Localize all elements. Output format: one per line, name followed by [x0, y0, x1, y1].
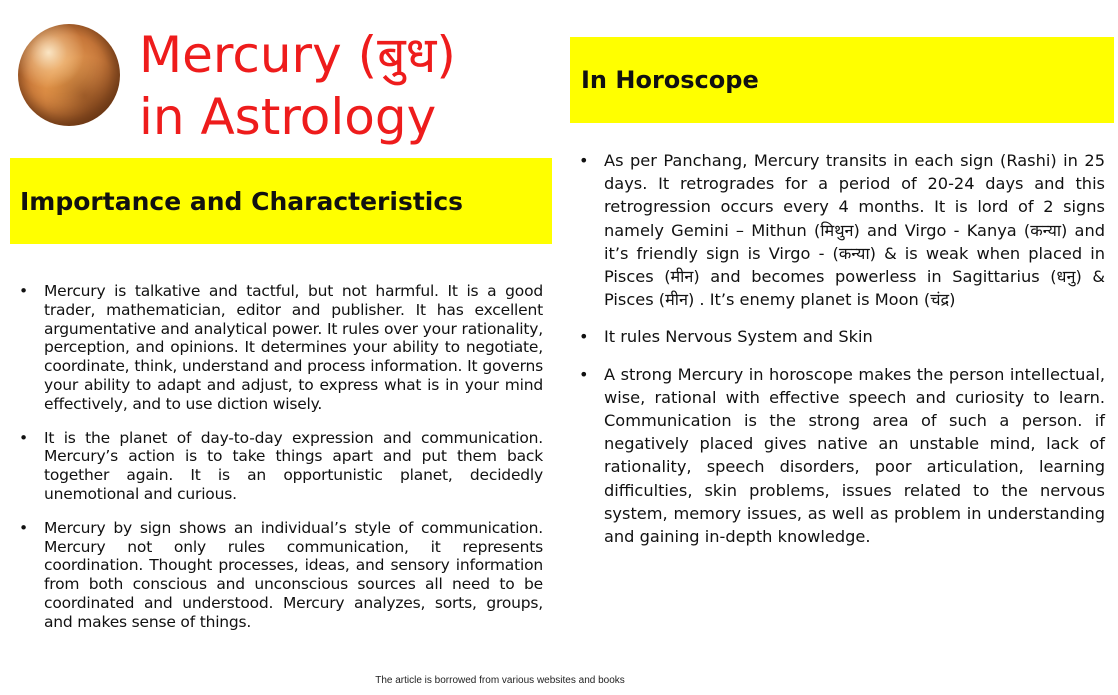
bullet-icon: • [579, 327, 589, 347]
bullet-text: Mercury is talkative and tactful, but not harmful. It is a good trader, mathematician, editor and publisher. It has excellent argumentative and analytical power. It rules over your rationality, perception, and opinions. It determines your ability to negotiate, coordinate, think, understand and process information. It governs your ability to adapt and adjust, to express what is in your mind effectively, and to use diction wisely. [44, 282, 543, 413]
list-item [19, 518, 543, 632]
horoscope-heading: In Horoscope [581, 66, 759, 94]
importance-header-box [10, 158, 552, 244]
bullet-icon: • [579, 151, 589, 170]
importance-heading: Importance and Characteristics [20, 186, 464, 216]
footer-credit: The article is borrowed from various websites and books [375, 675, 625, 686]
bullet-icon: • [19, 518, 28, 537]
bullet-text: It is the planet of day-to-day expression and communication. Mercury’s action is to take things apart and put them back together again. It is an opportunistic planet, decidedly unemotional and curious. [44, 428, 543, 503]
title-line-1: Mercury (बुध) [139, 26, 456, 84]
bullet-icon: • [19, 282, 28, 300]
title-line-2: in Astrology [139, 88, 437, 146]
bullet-icon: • [579, 364, 589, 384]
horoscope-header-box [570, 37, 1114, 123]
list-item [579, 149, 1105, 311]
horoscope-bullet-list [579, 149, 1105, 562]
bullet-text: A strong Mercury in horoscope makes the person intellectual, wise, rational with effective speech and curiosity to learn. Communication is the strong area of such a person. if negatively placed gives native an unstable mind, lack of rationality, speech disorders, poor articulation, learning difficulties, skin problems, issues related to the nervous system, memory issues, as well as problem in understanding and gaining in-depth knowledge. [604, 364, 1105, 547]
bullet-text: Mercury by sign shows an individual’s style of communication. Mercury not only rules communication, it represents coordination. Thought processes, ideas, and sensory information from both conscious and unconscious sources all need to be coordinated and understood. Mercury analyzes, sorts, groups, and makes sense of things. [44, 518, 543, 631]
list-item [579, 325, 1105, 348]
importance-bullet-list [19, 282, 543, 647]
page-title [139, 24, 456, 148]
bullet-icon: • [19, 428, 28, 447]
mercury-planet-image [18, 24, 120, 126]
bullet-text: It rules Nervous System and Skin [604, 327, 873, 347]
list-item [19, 428, 543, 504]
list-item [19, 282, 543, 414]
bullet-text: As per Panchang, Mercury transits in each sign (Rashi) in 25 days. It retrogrades for a period of 20-24 days and this retrogression occurs every 4 months. It is lord of 2 signs namely Gemini – Mithun (मिथुन) and Virgo - Kanya (कन्या) and it’s friendly sign is Virgo - (कन्या) & is weak when placed in Pisces (मीन) and becomes powerless in Sagittarius (धनु) & Pisces (मीन) . It’s enemy planet is Moon (चंद्र) [604, 151, 1105, 310]
list-item [579, 363, 1105, 549]
